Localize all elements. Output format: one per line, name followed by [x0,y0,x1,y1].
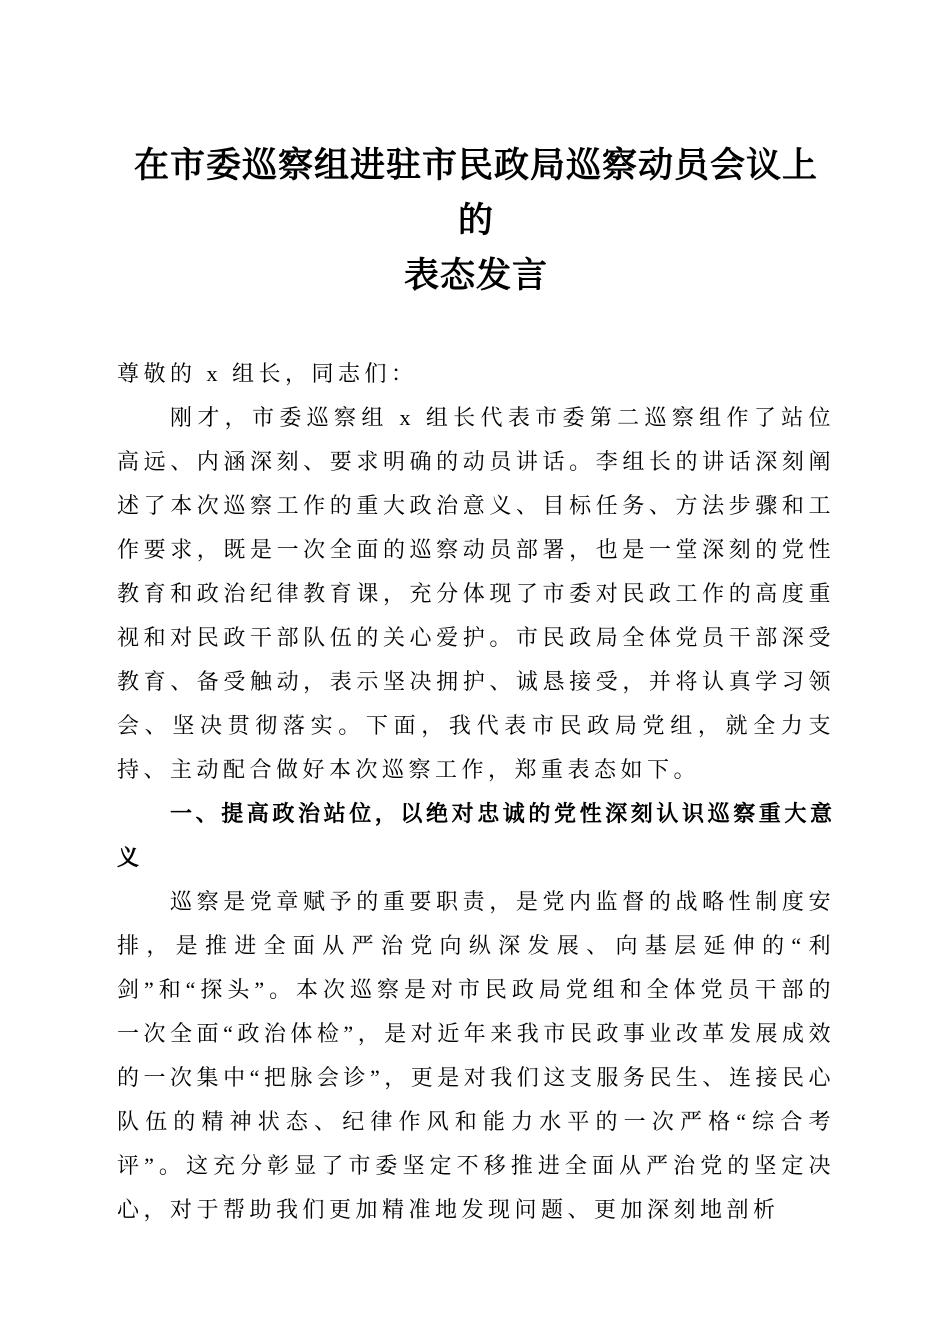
paragraph-opening: 刚才，市委巡察组 x 组长代表市委第二巡察组作了站位高远、内涵深刻、要求明确的动员讲话。李组长的讲话深刻阐述了本次巡察工作的重大政治意义、目标任务、方法步骤和工作要求，既是一次全面的巡察动员部署，也是一堂深刻的党性教育和政治纪律教育课，充分体现了市委对民政工作的高度重视和对民政干部队伍的关心爱护。市民政局全体党员干部深受教育、备受触动，表示坚决拥护、诚恳接受，并将认真学习领会、坚决贯彻落实。下面，我代表市民政局党组，就全力支持、主动配合做好本次巡察工作，郑重表态如下。 [117,405,835,782]
document-title-line-1: 在市委巡察组进驻市民政局巡察动员会议上的 [133,146,818,240]
section-heading-1: 一、提高政治站位，以绝对忠诚的党性深刻认识巡察重大意义 [117,801,835,870]
paragraph-section-1-body: 巡察是党章赋予的重要职责，是党内监督的战略性制度安排，是推进全面从严治党向纵深发展、向基层延伸的“利剑”和“探头”。本次巡察是对市民政局党组和全体党员干部的一次全面“政治体检”，是对近年来我市民政事业改革发展成效的一次集中“把脉会诊”，更是对我们这支服务民生、连接民心队伍的精神状态、纪律作风和能力水平的一次严格“综合考评”。这充分彰显了市委坚定不移推进全面从严治党的坚定决心，对于帮助我们更加精准地发现问题、更加深刻地剖析 [117,889,836,1222]
salutation-line: 尊敬的 x 组长，同志们： [117,361,418,386]
document-title-line-2: 表态发言 [403,256,548,295]
document-title [117,138,835,303]
